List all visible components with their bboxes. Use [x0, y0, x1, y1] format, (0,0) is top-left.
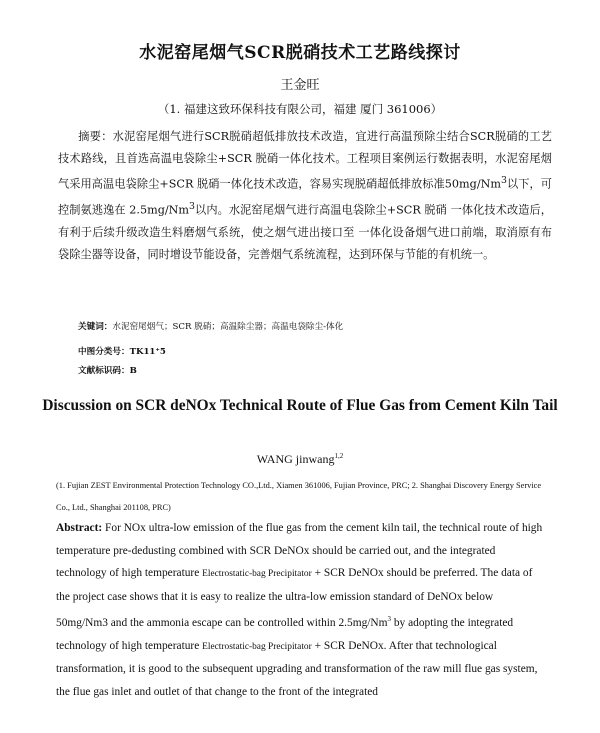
chinese-abstract — [58, 126, 552, 267]
english-abstract-text-3: by adopting the integrated technology of high temperature — [56, 617, 514, 652]
english-abstract-text-4: + SCR DeNOx. After that technological transformation, it is good to the subsequent upgrading and transformation of the raw mill flue gas system, the flue gas inlet and outlet of that change to the front of the integrated — [56, 639, 538, 698]
english-abstract-text-2: + SCR DeNOx should be preferred. The data of the project case shows that it is easy to realize the ultra-low emission standard of DeNOx below 50mg/Nm3 and the ammonia escape can be controlled within 2.5mg/Nm — [56, 567, 533, 630]
document-code-value: B — [129, 366, 137, 376]
english-abstract-esp-1: Electrostatic-bag Precipitator — [202, 569, 312, 580]
english-abstract-text-1: For NOx ultra-low emission of the flue gas from the cement kiln tail, the technical route of high temperature pre-dedusting combined with SCR DeNOx should be carried out, and the integrated technology of high temperature — [56, 522, 543, 580]
keywords-value: 水泥窑尾烟气；SCR 脱硝；高温除尘器；高温电袋除尘-体化 — [112, 322, 344, 332]
english-abstract — [56, 517, 546, 704]
chinese-title: 水泥窑尾烟气SCR脱硝技术工艺路线探讨 — [139, 43, 461, 63]
keywords-line — [78, 320, 343, 332]
chinese-abstract-text-3: 以内。水泥窑尾烟气进行高温电袋除尘+SCR 脱硝 一体化技术改造后，有利于后续升级改造生料磨烟气系统，使之烟气进出接口至 一体化设备烟气进口前端，取消原有布袋除尘器等设备，同时增设节能设备，完善烟气系统流程，达到环保与节能的有机统一。 — [58, 204, 552, 262]
english-author-name: WANG jinwang — [256, 452, 335, 466]
english-author — [0, 452, 600, 467]
document-code-line — [78, 364, 137, 376]
english-abstract-sup: 3 — [387, 615, 392, 624]
english-title: Discussion on SCR deNOx Technical Route of Flue Gas from Cement Kiln Tail — [42, 397, 558, 414]
english-author-sup: 1,2 — [334, 452, 344, 460]
chinese-abstract-text-1: 水泥窑尾烟气进行SCR脱硝超低排放技术改造，宜进行高温预除尘结合SCR脱硝的工艺技术路线，且首选高温电袋除尘+SCR 脱硝一体化技术。工程项目案例运行数据表明，水泥窑尾烟气采用高温电袋除尘+SCR 脱硝一体化技术改造，容易实现脱硝超低排放标准50mg/Nm — [58, 130, 552, 192]
chinese-abstract-text-2: 以下，可控制氨逃逸在 2.5mg/Nm — [58, 178, 552, 218]
clc-value: TK11⁺5 — [129, 347, 166, 357]
english-abstract-esp-2: Electrostatic-bag Precipitator — [202, 641, 312, 652]
english-affiliation: (1. Fujian ZEST Environmental Protection Technology CO.,Ltd., Xiamen 361006, Fujian Province, PRC; 2. Shanghai Discovery Energy Service Co., Ltd., Shanghai 201108, PRC) — [56, 481, 542, 512]
chinese-abstract-sup-2: 3 — [189, 201, 195, 213]
keywords-label: 关键词： — [78, 322, 113, 332]
clc-line — [78, 345, 166, 357]
chinese-author: 王金旺 — [280, 78, 320, 93]
chinese-abstract-label: 摘要： — [78, 130, 113, 143]
document-code-label: 文献标识码： — [78, 366, 130, 376]
english-abstract-label: Abstract: — [56, 522, 103, 534]
chinese-abstract-sup-1: 3 — [500, 175, 507, 187]
chinese-affiliation: （1. 福建这致环保科技有限公司，福建 厦门 361006） — [157, 102, 443, 116]
clc-label: 中图分类号： — [78, 347, 130, 357]
